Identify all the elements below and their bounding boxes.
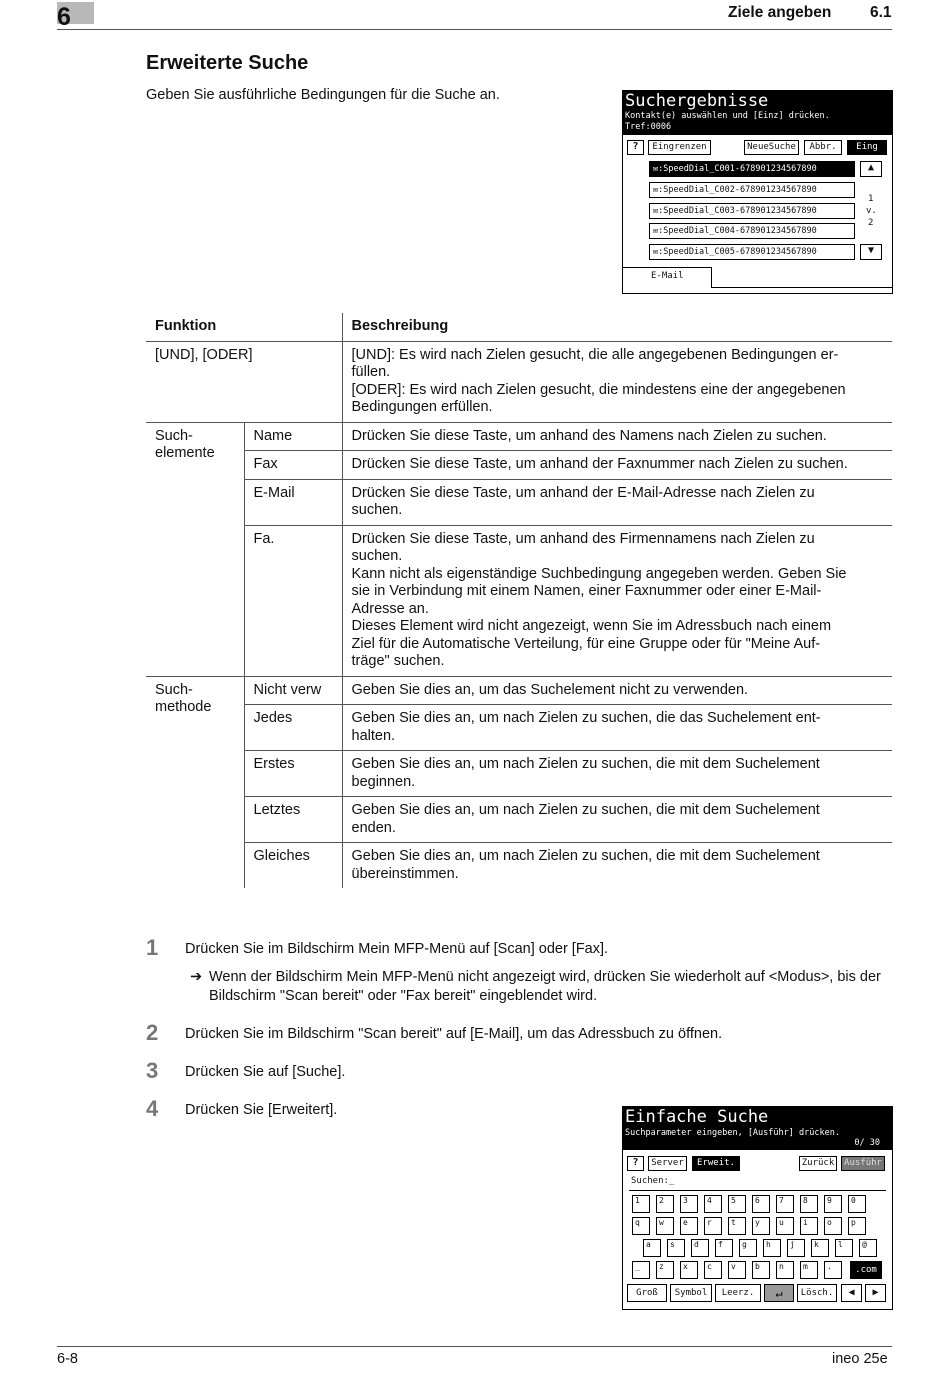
key-u[interactable]: u	[776, 1217, 794, 1235]
tab-baseline	[711, 287, 892, 288]
result-item[interactable]: ✉:SpeedDial_C005-678901234567890	[649, 244, 855, 260]
result-item[interactable]: ✉:SpeedDial_C002-678901234567890	[649, 182, 855, 198]
new-search-button[interactable]: NeueSuche	[744, 140, 799, 155]
header-funktion: Funktion	[146, 313, 342, 341]
screen-header	[623, 1107, 892, 1150]
key-0[interactable]: 0	[848, 1195, 866, 1213]
step-number: 1	[146, 935, 159, 960]
element-desc: Drücken Sie diese Taste, um anhand der E-Mail-Adresse nach Zielen zu suchen.	[342, 479, 892, 525]
key-y[interactable]: y	[752, 1217, 770, 1235]
suchmethode-label: Such- methode	[155, 681, 212, 715]
element-desc: Drücken Sie diese Taste, um anhand des Firmennamens nach Zielen zu suchen. Kann nicht als eigenständige Suchbedingung angegeben werden. Geben Sie sie in Verbindung mit einem Namen, einer Faxnummer oder einer E-Mail- Adresse an. Dieses Element wird nicht angezeigt, wenn Sie im Adressbuch nach einem Ziel für die Automatische Verteilung, für eine Gruppe oder für "Meine Auf- träge" suchen.	[342, 525, 892, 676]
element-desc: Drücken Sie diese Taste, um anhand der Faxnummer nach Zielen zu suchen.	[342, 451, 892, 480]
element-name: Fax	[244, 451, 342, 480]
key-n[interactable]: n	[776, 1261, 794, 1279]
table-row	[146, 341, 892, 422]
und-oder-desc: [UND]: Es wird nach Zielen gesucht, die alle angegebenen Bedingungen er- füllen. [ODER]: Es wird nach Zielen gesucht, die mindestens eine der angegebenen Bedingungen erfüllen.	[342, 341, 892, 422]
enter-button[interactable]: Eing	[847, 140, 887, 155]
key-5[interactable]: 5	[728, 1195, 746, 1213]
header-beschreibung: Beschreibung	[342, 313, 892, 341]
table-row	[146, 705, 892, 751]
key-s[interactable]: s	[667, 1239, 685, 1257]
execute-button[interactable]: Ausführ	[841, 1156, 885, 1171]
step-number: 2	[146, 1020, 159, 1045]
key-l[interactable]: l	[835, 1239, 853, 1257]
symbol-button[interactable]: Symbol	[670, 1284, 712, 1302]
und-oder-label: [UND], [ODER]	[146, 341, 342, 422]
key-c[interactable]: c	[704, 1261, 722, 1279]
key-underscore[interactable]: _	[632, 1261, 650, 1279]
page-number: 6-8	[57, 1351, 78, 1367]
method-name: Gleiches	[244, 843, 342, 889]
screen-instruction: Kontakt(e) auswählen und [Einz] drücken.	[625, 111, 830, 121]
down-arrow-icon: ▼	[867, 245, 875, 256]
key-t[interactable]: t	[728, 1217, 746, 1235]
key-b[interactable]: b	[752, 1261, 770, 1279]
tab-divider	[623, 267, 711, 268]
screen-title: Suchergebnisse	[625, 91, 769, 111]
table-row	[146, 451, 892, 480]
search-results-screen	[622, 90, 893, 294]
table-row	[146, 843, 892, 889]
key-x[interactable]: x	[680, 1261, 698, 1279]
key-9[interactable]: 9	[824, 1195, 842, 1213]
key-at[interactable]: @	[859, 1239, 877, 1257]
method-name: Nicht verw	[244, 676, 342, 705]
screen-instruction: Suchparameter eingeben, [Ausführ] drücken.	[625, 1128, 840, 1138]
key-f[interactable]: f	[715, 1239, 733, 1257]
char-counter: 0/ 30	[854, 1138, 880, 1148]
key-h[interactable]: h	[763, 1239, 781, 1257]
key-g[interactable]: g	[739, 1239, 757, 1257]
page-current: 1	[868, 194, 874, 204]
key-1[interactable]: 1	[632, 1195, 650, 1213]
key-8[interactable]: 8	[800, 1195, 818, 1213]
section-title: Erweiterte Suche	[146, 52, 309, 74]
key-dot[interactable]: .	[824, 1261, 842, 1279]
substep-arrow: ➔	[190, 969, 203, 985]
method-name: Jedes	[244, 705, 342, 751]
up-arrow-icon: ▲	[867, 162, 875, 173]
page-total: 2	[868, 218, 874, 228]
right-arrow-button[interactable]: ▶	[865, 1284, 886, 1302]
key-dotcom[interactable]: .com	[850, 1261, 882, 1279]
key-q[interactable]: q	[632, 1217, 650, 1235]
shift-button[interactable]: Groß	[627, 1284, 667, 1302]
key-6[interactable]: 6	[752, 1195, 770, 1213]
method-name: Letztes	[244, 797, 342, 843]
section-intro: Geben Sie ausführliche Bedingungen für die Suche an.	[146, 87, 500, 103]
key-3[interactable]: 3	[680, 1195, 698, 1213]
result-item[interactable]: ✉:SpeedDial_C004-678901234567890	[649, 223, 855, 239]
enter-key-button[interactable]: ↵	[764, 1284, 794, 1302]
left-arrow-button[interactable]: ◀	[841, 1284, 862, 1302]
suchelemente-label: Such- elemente	[146, 422, 244, 676]
key-m[interactable]: m	[800, 1261, 818, 1279]
element-name: Name	[244, 422, 342, 451]
table-row	[146, 525, 892, 676]
header-section-number: 6.1	[870, 4, 892, 21]
key-2[interactable]: 2	[656, 1195, 674, 1213]
page-of: v.	[866, 206, 877, 216]
table-row	[146, 797, 892, 843]
method-desc: Geben Sie dies an, um nach Zielen zu suchen, die das Suchelement ent- halten.	[342, 705, 892, 751]
screen-title: Einfache Suche	[625, 1107, 769, 1127]
footer-rule	[57, 1346, 892, 1347]
function-table	[146, 313, 892, 888]
search-field[interactable]: Suchen:_	[631, 1176, 675, 1186]
method-desc: Geben Sie dies an, um nach Zielen zu suchen, die mit dem Suchelement übereinstimmen.	[342, 843, 892, 889]
key-4[interactable]: 4	[704, 1195, 722, 1213]
step-number: 3	[146, 1058, 159, 1083]
cancel-button[interactable]: Abbr.	[804, 140, 842, 155]
scroll-down-button[interactable]	[860, 244, 882, 260]
simple-search-screen	[622, 1106, 893, 1310]
method-desc: Geben Sie dies an, um nach Zielen zu suchen, die mit dem Suchelement enden.	[342, 797, 892, 843]
result-item[interactable]: ✉:SpeedDial_C001-678901234567890	[649, 161, 855, 177]
server-button[interactable]: Server	[648, 1156, 687, 1171]
table-row	[146, 676, 892, 705]
key-7[interactable]: 7	[776, 1195, 794, 1213]
narrow-button[interactable]: Eingrenzen	[648, 140, 711, 155]
table-row	[146, 751, 892, 797]
table-header-row	[146, 313, 892, 341]
key-a[interactable]: a	[643, 1239, 661, 1257]
advanced-button[interactable]: Erweit.	[692, 1156, 740, 1171]
tab-email[interactable]: E-Mail	[651, 271, 684, 281]
method-name: Erstes	[244, 751, 342, 797]
element-name: E-Mail	[244, 479, 342, 525]
key-e[interactable]: e	[680, 1217, 698, 1235]
key-d[interactable]: d	[691, 1239, 709, 1257]
key-z[interactable]: z	[656, 1261, 674, 1279]
screen-header	[623, 91, 892, 135]
method-desc: Geben Sie dies an, um nach Zielen zu suchen, die mit dem Suchelement beginnen.	[342, 751, 892, 797]
chapter-number: 6	[57, 3, 71, 31]
key-p[interactable]: p	[848, 1217, 866, 1235]
element-name: Fa.	[244, 525, 342, 676]
key-o[interactable]: o	[824, 1217, 842, 1235]
help-button[interactable]: ?	[627, 140, 644, 155]
help-button[interactable]: ?	[627, 1156, 644, 1171]
search-field-underline	[629, 1190, 886, 1191]
tab-edge	[711, 267, 712, 287]
step-text: Drücken Sie im Bildschirm Mein MFP-Menü auf [Scan] oder [Fax].	[185, 941, 609, 957]
table-row	[146, 422, 892, 451]
substep-text: Wenn der Bildschirm Mein MFP-Menü nicht angezeigt wird, drücken Sie wiederholt auf <Modus>, bis der Bildschirm "Scan bereit" oder "Fax bereit" eingeblendet wird.	[209, 969, 881, 1004]
back-button[interactable]: Zurück	[799, 1156, 837, 1171]
delete-button[interactable]: Lösch.	[797, 1284, 837, 1302]
key-v[interactable]: v	[728, 1261, 746, 1279]
header-section-title: Ziele angeben	[728, 4, 832, 21]
key-k[interactable]: k	[811, 1239, 829, 1257]
key-r[interactable]: r	[704, 1217, 722, 1235]
table-row	[146, 479, 892, 525]
hit-count: Tref:0006	[625, 122, 672, 132]
step-text: Drücken Sie [Erweitert].	[185, 1102, 338, 1118]
key-j[interactable]: j	[787, 1239, 805, 1257]
step-text: Drücken Sie auf [Suche].	[185, 1064, 346, 1080]
key-i[interactable]: i	[800, 1217, 818, 1235]
header-rule	[57, 29, 892, 30]
product-name: ineo 25e	[832, 1351, 888, 1367]
scroll-up-button[interactable]	[860, 161, 882, 177]
method-desc: Geben Sie dies an, um das Suchelement nicht zu verwenden.	[342, 676, 892, 705]
step-text: Drücken Sie im Bildschirm "Scan bereit" auf [E-Mail], um das Adressbuch zu öffnen.	[185, 1026, 723, 1042]
result-item[interactable]: ✉:SpeedDial_C003-678901234567890	[649, 203, 855, 219]
step-number: 4	[146, 1096, 159, 1121]
key-w[interactable]: w	[656, 1217, 674, 1235]
space-button[interactable]: Leerz.	[715, 1284, 761, 1302]
element-desc: Drücken Sie diese Taste, um anhand des Namens nach Zielen zu suchen.	[342, 422, 892, 451]
